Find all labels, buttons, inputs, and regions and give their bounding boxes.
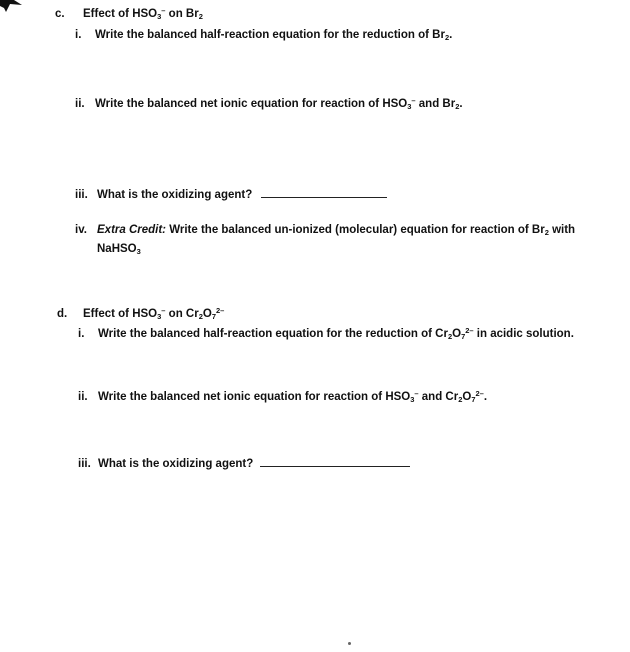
question-c-ii xyxy=(75,97,463,111)
heading-text: on Cr xyxy=(165,308,199,320)
subscript: 3 xyxy=(157,12,162,21)
subscript: 2 xyxy=(198,12,203,21)
extra-credit-label: Extra Credit: xyxy=(97,224,167,236)
superscript: – xyxy=(411,96,416,105)
heading-text: on Br xyxy=(165,8,199,20)
question-text: Write the balanced net ionic equation for reaction of HSO xyxy=(95,98,408,110)
question-text: O xyxy=(462,391,472,403)
superscript: 2– xyxy=(465,326,474,335)
subscript: 2 xyxy=(455,102,460,111)
superscript: 2– xyxy=(216,306,225,315)
subscript: 3 xyxy=(157,312,162,321)
question-text: O xyxy=(452,328,462,340)
question-text: What is the oxidizing agent? xyxy=(97,189,253,201)
section-d-heading xyxy=(57,307,224,321)
subscript: 3 xyxy=(410,395,415,404)
answer-blank[interactable] xyxy=(260,456,410,467)
subscript: 2 xyxy=(458,395,463,404)
section-d-letter: d. xyxy=(57,308,68,320)
question-text: Write the balanced un-ionized (molecular) equation for reaction of Br xyxy=(166,224,545,236)
subscript: 2 xyxy=(444,33,450,42)
question-c-iii xyxy=(75,187,387,202)
stray-dot xyxy=(348,642,351,645)
subscript: 2 xyxy=(198,312,203,321)
superscript: 2– xyxy=(475,389,484,398)
subscript: 3 xyxy=(407,102,412,111)
question-c-iv xyxy=(75,223,575,237)
subscript: 7 xyxy=(461,332,466,341)
subscript: 7 xyxy=(471,395,476,404)
question-d-iii xyxy=(78,456,410,471)
question-text: and Br xyxy=(415,98,456,110)
question-d-i xyxy=(78,327,574,341)
section-c-letter: c. xyxy=(55,8,65,20)
heading-text: O xyxy=(202,308,212,320)
question-text: with xyxy=(548,224,576,236)
question-text: NaHSO xyxy=(97,243,137,255)
question-text: . xyxy=(483,391,488,403)
question-c-i xyxy=(75,28,452,42)
question-number: ii. xyxy=(78,391,88,403)
question-text: in acidic solution. xyxy=(473,328,574,340)
question-number: i. xyxy=(75,29,82,41)
superscript: – xyxy=(414,389,419,398)
question-number: iii. xyxy=(78,458,91,470)
question-text: . xyxy=(459,98,463,110)
heading-text: Effect of HSO xyxy=(83,8,158,20)
superscript: – xyxy=(161,306,166,315)
heading-text: Effect of HSO xyxy=(83,308,158,320)
superscript: – xyxy=(161,6,166,15)
subscript: 3 xyxy=(136,247,141,256)
question-text: and Cr xyxy=(418,391,459,403)
question-number: i. xyxy=(78,328,85,340)
question-text: Write the balanced net ionic equation for reaction of HSO xyxy=(98,391,411,403)
corner-mark-icon xyxy=(0,0,22,18)
subscript: 7 xyxy=(211,312,216,321)
subscript: 2 xyxy=(544,228,549,237)
section-c-heading xyxy=(55,7,203,21)
question-text: Write the balanced half-reaction equation for the reduction of Br xyxy=(95,29,445,41)
question-number: iv. xyxy=(75,224,87,236)
question-d-ii xyxy=(78,390,487,404)
question-text: What is the oxidizing agent? xyxy=(98,458,254,470)
question-number: ii. xyxy=(75,98,85,110)
question-text: Write the balanced half-reaction equation for the reduction of Cr xyxy=(98,328,448,340)
question-text: . xyxy=(449,29,453,41)
question-number: iii. xyxy=(75,189,88,201)
subscript: 2 xyxy=(447,332,453,341)
question-c-iv-continued xyxy=(97,242,141,256)
answer-blank[interactable] xyxy=(261,187,387,198)
